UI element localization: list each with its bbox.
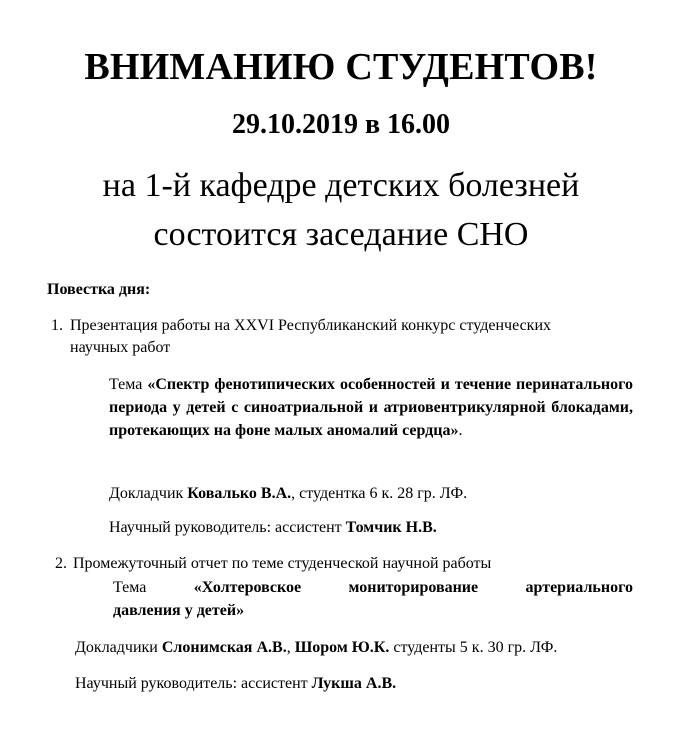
speaker-2-name: Шором Ю.К. xyxy=(294,639,390,656)
topic-title-word-2: мониторирование xyxy=(348,579,479,596)
speaker-info: , студентка 6 к. 28 гр. ЛФ. xyxy=(291,485,468,502)
speakers-label: Докладчики xyxy=(75,639,162,656)
agenda-item-2-topic-line1 xyxy=(113,577,633,599)
speaker-name: Ковалько В.А. xyxy=(187,485,292,502)
agenda-item-2-speakers xyxy=(75,637,557,659)
topic-title-word-3: артериального xyxy=(525,579,633,596)
agenda-heading: Повестка дня: xyxy=(47,281,151,298)
headline-line-2: состоится заседание СНО xyxy=(153,216,529,253)
speaker-1-name: Слонимская А.В. xyxy=(161,639,287,656)
topic-end: . xyxy=(458,422,463,439)
topic-title-line2: давления у детей» xyxy=(113,602,245,619)
advisor-label: Научный руководитель: ассистент xyxy=(109,519,346,536)
agenda-item-2-advisor xyxy=(75,673,396,695)
advisor-name: Лукша А.В. xyxy=(311,675,397,692)
agenda-item-1-advisor xyxy=(109,517,437,539)
advisor-label: Научный руководитель: ассистент xyxy=(75,675,312,692)
speaker-label: Докладчик xyxy=(109,485,188,502)
agenda-item-1-number: 1. xyxy=(51,317,63,334)
agenda-item-2-title: Промежуточный отчет по теме студенческой научной работы xyxy=(73,555,492,572)
event-datetime: 29.10.2019 в 16.00 xyxy=(231,109,451,140)
topic-label: Тема xyxy=(113,579,147,596)
speakers-info: студенты 5 к. 30 гр. ЛФ. xyxy=(389,639,558,656)
agenda-item-1-title-line2: научных работ xyxy=(70,339,171,356)
topic-label: Тема xyxy=(109,376,148,393)
headline-line-1: на 1-й кафедре детских болезней xyxy=(102,167,580,204)
speaker-separator: , xyxy=(286,639,295,656)
agenda-item-1-title-line1: Презентация работы на XXVI Республиканский конкурс студенческих xyxy=(70,317,551,334)
topic-title: «Спектр фенотипических особенностей и течение перинатального периода у детей с синоатриальной и атриовентрикулярной блокадами, протекающих на фоне малых аномалий сердца» xyxy=(109,376,634,439)
agenda-item-1-topic xyxy=(109,373,633,442)
agenda-item-1-speaker xyxy=(109,483,467,505)
agenda-item-2-topic-line2 xyxy=(113,600,244,622)
page-title: ВНИМАНИЮ СТУДЕНТОВ! xyxy=(84,46,598,88)
agenda-item-2-number: 2. xyxy=(55,555,67,572)
advisor-name: Томчик Н.В. xyxy=(345,519,437,536)
topic-title-word-1: «Холтеровское xyxy=(193,579,302,596)
